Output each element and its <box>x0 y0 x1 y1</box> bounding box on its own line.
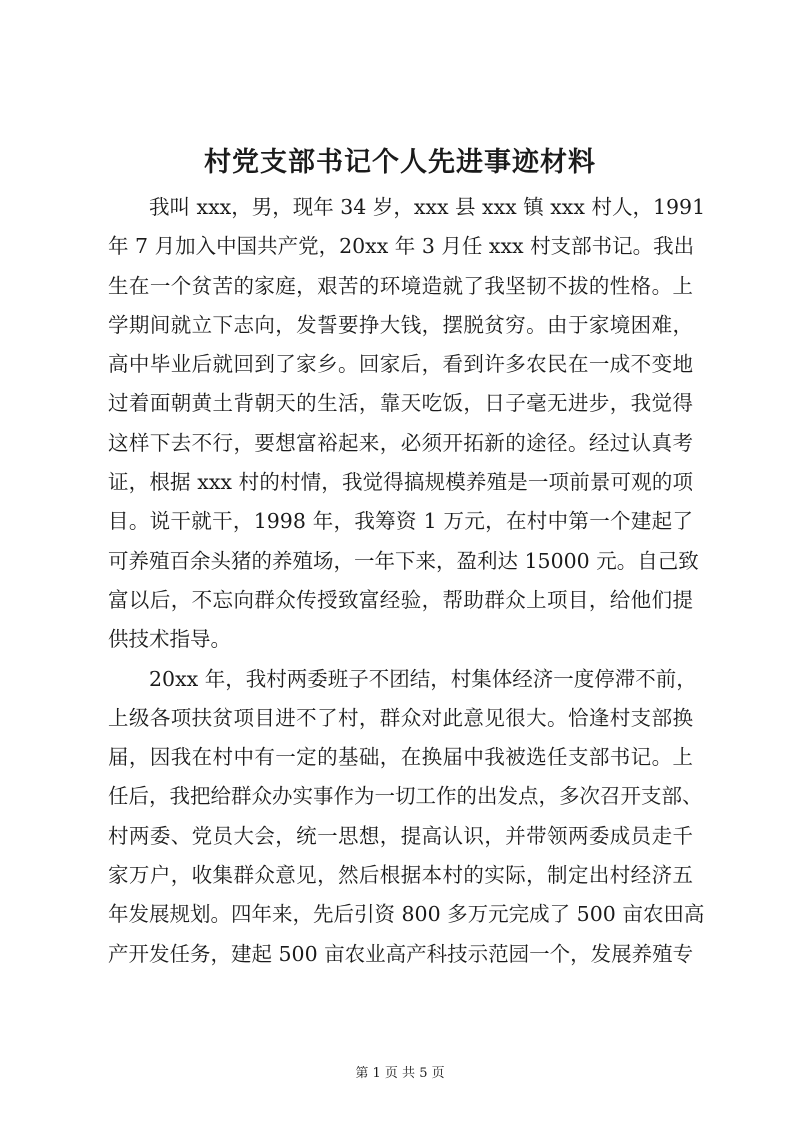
paragraph-line: 村两委、党员大会，统一思想，提高认识，并带领两委成员走千 <box>108 823 693 848</box>
paragraph-line: 年发展规划。四年来，先后引资 800 多万元完成了 500 亩农田高 <box>108 902 705 927</box>
paragraph-line: 任后，我把给群众办实事作为一切工作的出发点，多次召开支部、 <box>108 784 703 809</box>
document-title: 村党支部书记个人先进事迹材料 <box>204 147 596 178</box>
paragraph-line: 目。说干就干，1998 年，我筹资 1 万元，在村中第一个建起了 <box>108 509 693 534</box>
paragraph-line: 年 7 月加入中国共产党，20xx 年 3 月任 xxx 村支部书记。我出 <box>108 234 695 259</box>
paragraph-line: 生在一个贫苦的家庭，艰苦的环境造就了我坚韧不拔的性格。上 <box>108 273 693 298</box>
paragraph-line: 高中毕业后就回到了家乡。回家后，看到许多农民在一成不变地 <box>108 352 693 377</box>
paragraph-line: 届，因我在村中有一定的基础，在换届中我被选任支部书记。上 <box>108 745 693 770</box>
document-body <box>108 188 706 974</box>
paragraph-line: 可养殖百余头猪的养殖场，一年下来，盈利达 15000 元。自己致 <box>108 548 699 573</box>
page-number: 第 1 页 共 5 页 <box>355 1066 445 1081</box>
paragraph-line: 过着面朝黄土背朝天的生活，靠天吃饭，日子毫无进步，我觉得 <box>108 391 693 416</box>
paragraph-line: 学期间就立下志向，发誓要挣大钱，摆脱贫穷。由于家境困难， <box>108 312 693 337</box>
paragraph-line: 富以后，不忘向群众传授致富经验，帮助群众上项目，给他们提 <box>108 587 693 612</box>
paragraph-line: 产开发任务，建起 500 亩农业高产科技示范园一个，发展养殖专 <box>108 941 694 966</box>
paragraph-line: 家万户，收集群众意见，然后根据本村的实际，制定出村经济五 <box>108 863 693 888</box>
paragraph-line: 上级各项扶贫项目进不了村，群众对此意见很大。恰逢村支部换 <box>108 705 693 730</box>
paragraph-line: 供技术指导。 <box>108 627 231 652</box>
paragraph-line: 20xx 年，我村两委班子不团结，村集体经济一度停滞不前， <box>149 666 697 691</box>
paragraph-line: 这样下去不行，要想富裕起来，必须开拓新的途径。经过认真考 <box>108 430 693 455</box>
paragraph-line: 我叫 xxx，男，现年 34 岁，xxx 县 xxx 镇 xxx 村人，1991 <box>149 195 706 219</box>
paragraph-line: 证，根据 xxx 村的村情，我觉得搞规模养殖是一项前景可观的项 <box>108 470 693 495</box>
